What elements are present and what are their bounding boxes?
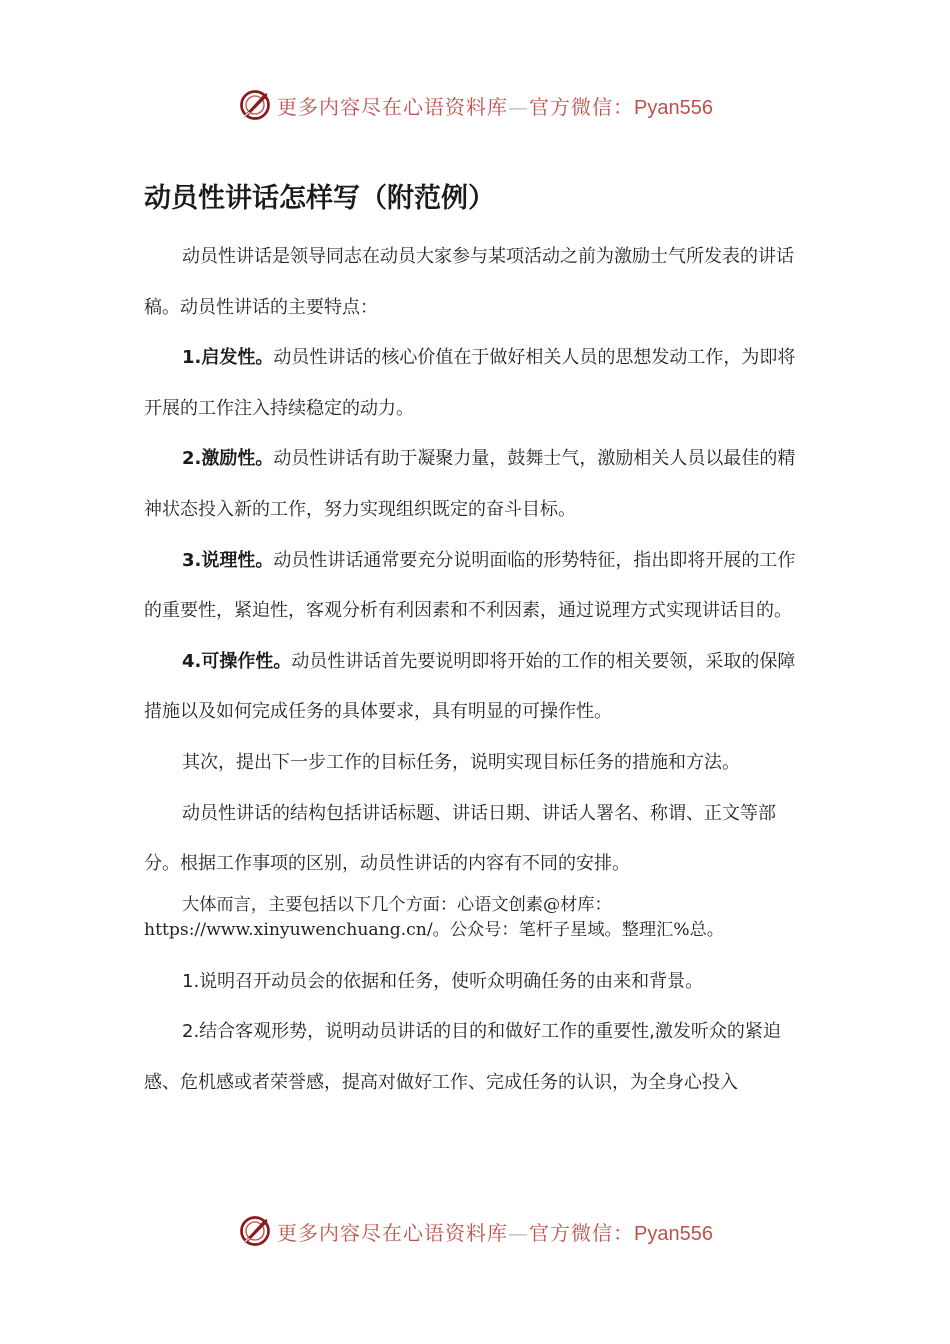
paragraph: 2.结合客观形势，说明动员讲话的目的和做好工作的重要性,激发听众的紧迫感、危机感或者荣誉感，提高对做好工作、完成任务的认识，为全身心投入 — [144, 1021, 781, 1093]
paragraph: 大体而言，主要包括以下几个方面：心语文创素@材库：https://www.xinyuwenchuang.cn/。公众号：笔杆子星域。整理汇%总。 — [144, 894, 724, 940]
paragraph: 动员性讲话的结构包括讲话标题、讲话日期、讲话人署名、称谓、正文等部分。根据工作事项的区别，动员性讲话的内容有不同的安排。 — [144, 802, 776, 875]
banner-text: 更多内容尽在心语资料库—官方微信：Pyan556 — [277, 94, 713, 119]
page-title: 动员性讲话怎样写（附范例） — [144, 183, 495, 214]
paragraph-lead: 1.启发性。 — [182, 347, 274, 369]
paragraph: 1.启发性。动员性讲话的核心价值在于做好相关人员的思想发动工作，为即将开展的工作注入持续稳定的动力。 — [144, 347, 796, 419]
paragraph: 3.说理性。动员性讲话通常要充分说明面临的形势特征，指出即将开展的工作的重要性，紧迫性，客观分析有利因素和不利因素，通过说理方式实现讲话目的。 — [144, 549, 796, 622]
paragraph-lead: 2.激励性。 — [182, 448, 274, 470]
paragraph: 2.激励性。动员性讲话有助于凝聚力量，鼓舞士气，激励相关人员以最佳的精神状态投入新的工作，努力实现组织既定的奋斗目标。 — [144, 448, 796, 520]
paragraph: 4.可操作性。动员性讲话首先要说明即将开始的工作的相关要领，采取的保障措施以及如何完成任务的具体要求，具有明显的可操作性。 — [144, 650, 796, 723]
banner-text: 更多内容尽在心语资料库—官方微信：Pyan556 — [277, 1220, 713, 1245]
paragraph-lead: 3.说理性。 — [182, 549, 274, 571]
paragraph: 其次，提出下一步工作的目标任务，说明实现目标任务的措施和方法。 — [182, 751, 740, 773]
header-banner — [0, 85, 950, 125]
feather-pen-icon — [237, 87, 273, 123]
document-body — [144, 232, 802, 1109]
paragraph: 1.说明召开动员会的依据和任务，使听众明确任务的由来和背景。 — [182, 970, 704, 992]
paragraph: 动员性讲话是领导同志在动员大家参与某项活动之前为激励士气所发表的讲话稿。动员性讲话的主要特点： — [144, 246, 794, 318]
feather-pen-icon — [237, 1213, 273, 1249]
paragraph-lead: 4.可操作性。 — [182, 650, 292, 672]
footer-banner — [0, 1211, 950, 1251]
